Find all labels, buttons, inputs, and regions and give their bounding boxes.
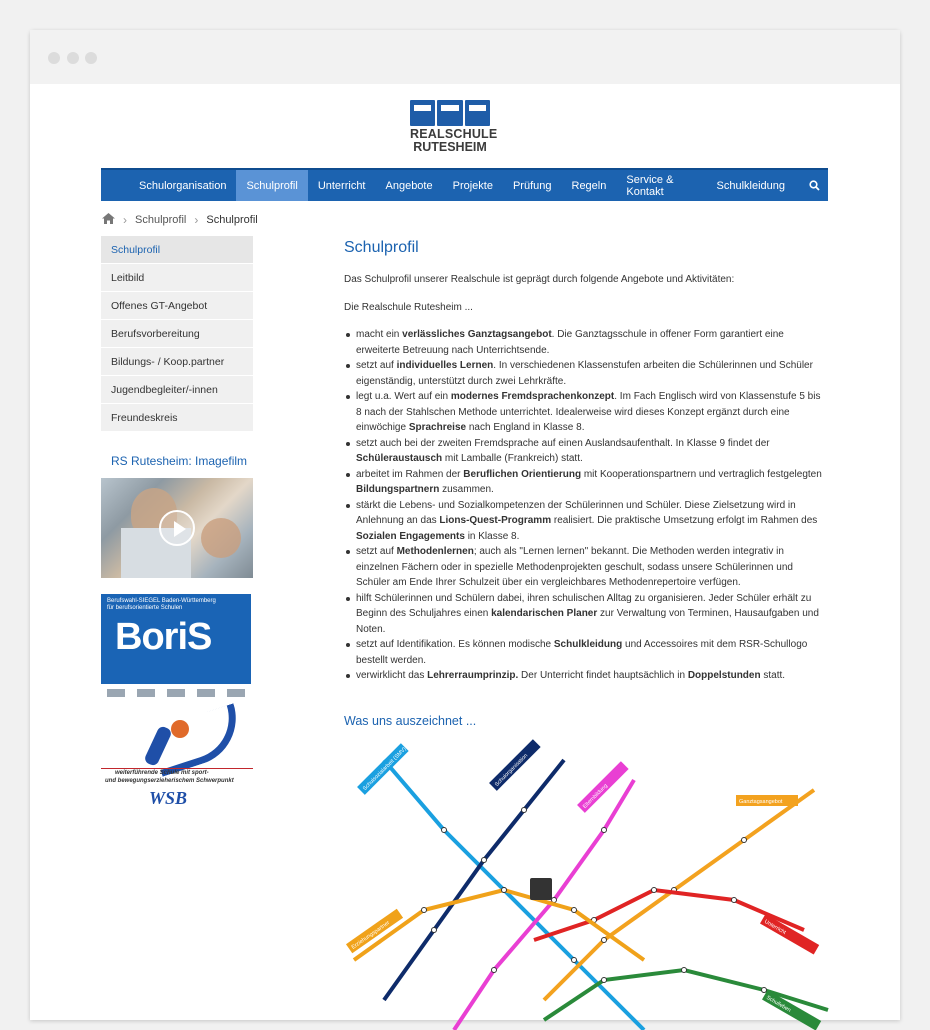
map-station bbox=[482, 858, 487, 863]
map-line bbox=[354, 890, 644, 960]
sidebar-item-freundeskreis[interactable]: Freundeskreis bbox=[101, 404, 253, 432]
map-line-label bbox=[357, 743, 409, 795]
map-line-label-text: Schulorganisation bbox=[494, 752, 530, 788]
video-title: RS Rutesheim: Imagefilm bbox=[111, 454, 248, 468]
boris-badge[interactable] bbox=[101, 594, 251, 702]
browser-window bbox=[30, 30, 900, 1020]
map-station bbox=[502, 888, 507, 893]
rsr-logo-icon bbox=[410, 100, 490, 126]
feature-text: . Im Fach Englisch wird von Klassenstufe 5 bis 8 nach der Stahlschen Methode unterrichtet. Idealerweise wird dieses Konzept ergänzt durch eine einwöchige bbox=[356, 391, 821, 433]
school-building-icon bbox=[530, 878, 552, 900]
map-station bbox=[762, 988, 767, 993]
map-line-label-text: Erziehungspartner bbox=[350, 920, 392, 951]
feature-text: . Die Ganztagsschule in offener Form garantiert eine erweiterte Betreuung nach Unterrichtsende. bbox=[356, 329, 784, 356]
nav-item-projekte[interactable]: Projekte bbox=[452, 179, 493, 192]
feature-highlight: Schüleraustausch bbox=[356, 453, 443, 464]
feature-highlight: modernes Fremdsprachenkonzept bbox=[450, 391, 615, 402]
feature-text: setzt auf bbox=[356, 546, 397, 557]
wsb-title: WSB bbox=[149, 788, 188, 808]
sidebar-item-jugendbegleiter[interactable]: Jugendbegleiter/-innen bbox=[101, 376, 253, 404]
feature-text: statt. bbox=[760, 670, 786, 681]
map-station bbox=[602, 978, 607, 983]
map-station bbox=[602, 828, 607, 833]
map-station bbox=[572, 958, 577, 963]
nav-item-regeln[interactable]: Regeln bbox=[571, 179, 607, 192]
boris-partner-logos bbox=[101, 684, 251, 702]
feature-list-item bbox=[344, 544, 828, 591]
feature-list-item bbox=[344, 358, 828, 389]
wsb-logo[interactable] bbox=[101, 716, 253, 812]
sidebar-item-bildungspartner[interactable]: Bildungs- / Koop.partner bbox=[101, 348, 253, 376]
nav-item-schulkleidung[interactable]: Schulkleidung bbox=[716, 179, 785, 192]
map-station bbox=[522, 808, 527, 813]
feature-text: nach England in Klasse 8. bbox=[466, 422, 585, 433]
map-line bbox=[384, 760, 644, 1030]
feature-text: setzt auch bei der zweiten Fremdsprache auf einen Auslandsaufenthalt. In Klasse 9 findet der bbox=[356, 437, 770, 449]
play-icon[interactable] bbox=[159, 510, 195, 546]
map-station bbox=[652, 888, 657, 893]
imagefilm-video[interactable] bbox=[101, 478, 253, 578]
map-station bbox=[602, 938, 607, 943]
map-station bbox=[422, 908, 427, 913]
school-network-map bbox=[344, 746, 828, 1030]
feature-highlight: Beruflichen Orientierung bbox=[463, 468, 582, 480]
feature-highlight: Doppelstunden bbox=[687, 670, 761, 681]
sidebar bbox=[101, 236, 253, 812]
feature-text: macht ein bbox=[356, 329, 403, 340]
site-logo[interactable] bbox=[410, 100, 498, 156]
page-title: Schulprofil bbox=[344, 239, 419, 256]
wsb-caption-2: und bewegungserzieherischem Schwerpunkt bbox=[105, 778, 234, 784]
window-dot-icon bbox=[85, 52, 97, 64]
feature-highlight: Lions-Quest-Programm bbox=[439, 515, 552, 526]
window-dot-icon bbox=[67, 52, 79, 64]
map-line bbox=[534, 890, 804, 940]
map-line-label-text: Schulsozialarbeit (SMV) bbox=[362, 746, 408, 792]
map-line-label-text: Unterricht bbox=[763, 918, 787, 937]
map-station bbox=[742, 838, 747, 843]
feature-text: stärkt die Lebens- und Sozialkompetenzen der Schülerinnen und Schüler. Diese Zielsetzung wird in Anlehnung an das bbox=[356, 499, 796, 526]
boris-logo-text: BoriS bbox=[115, 616, 212, 658]
feature-text: legt u.a. Wert auf ein bbox=[356, 391, 451, 402]
feature-highlight: Methodenlernen bbox=[396, 546, 474, 557]
feature-text: mit Kooperationspartnern und vertraglich festgelegten bbox=[581, 468, 822, 480]
feature-highlight: Bildungspartnern bbox=[356, 484, 440, 495]
feature-list-item bbox=[344, 467, 828, 498]
feature-text: Der Unterricht findet hauptsächlich in bbox=[518, 670, 688, 681]
boris-caption-1: Berufswahl-SIEGEL Baden-Württemberg bbox=[107, 598, 216, 604]
map-station bbox=[682, 968, 687, 973]
search-icon[interactable] bbox=[801, 170, 828, 201]
breadcrumb bbox=[102, 212, 258, 228]
sidebar-item-schulprofil[interactable]: Schulprofil bbox=[101, 236, 253, 264]
feature-text: . In verschiedenen Klassenstufen arbeiten die Schülerinnen und Schüler eigenständig, unterstützt durch zwei Lehrkräfte. bbox=[356, 360, 813, 387]
feature-text: in Klasse 8. bbox=[464, 530, 520, 542]
feature-list-item bbox=[344, 498, 828, 545]
feature-text: realisiert. Die praktische Umsetzung erfolgt im Rahmen des bbox=[551, 515, 818, 526]
feature-list-item bbox=[344, 637, 828, 668]
main-nav bbox=[101, 168, 828, 201]
feature-list-item bbox=[344, 436, 828, 467]
map-station bbox=[442, 828, 447, 833]
nav-item-schulprofil[interactable]: Schulprofil bbox=[236, 170, 307, 201]
map-station bbox=[572, 908, 577, 913]
feature-text: zusammen. bbox=[439, 484, 494, 495]
home-icon[interactable] bbox=[102, 213, 115, 227]
map-line-label bbox=[762, 990, 821, 1030]
feature-text: setzt auf bbox=[356, 360, 397, 371]
feature-text: und Accessoires mit dem RSR-Schullogo bestellt werden. bbox=[356, 639, 808, 666]
browser-titlebar bbox=[30, 30, 900, 84]
feature-text: setzt auf Identifikation. Es können modische bbox=[356, 639, 554, 650]
feature-highlight: Lehrerraumprinzip. bbox=[427, 670, 519, 681]
main-content bbox=[344, 236, 828, 728]
feature-text: zur Verwaltung von Terminen, Hausaufgaben und Noten. bbox=[356, 608, 819, 635]
feature-text: mit Lamballe (Frankreich) statt. bbox=[442, 453, 583, 464]
map-line-label bbox=[736, 795, 798, 806]
breadcrumb-parent[interactable]: Schulprofil bbox=[135, 214, 187, 226]
map-station bbox=[492, 968, 497, 973]
feature-list-item bbox=[344, 591, 828, 638]
nav-item-unterricht[interactable]: Unterricht bbox=[317, 179, 366, 192]
breadcrumb-current: Schulprofil bbox=[206, 214, 258, 226]
map-line-label-text: Schulleben bbox=[765, 994, 792, 1014]
feature-text: arbeitet im Rahmen der bbox=[356, 468, 464, 480]
logo-line-1: REALSCHULE bbox=[410, 127, 498, 141]
feature-text: ; auch als "Lernen lernen" bekannt. Die Methoden werden integrativ in einzelnen Fächern oder in spezielle Methodenprojekten geschult, sodass unsere Schülerinnen und Schüler am Ende Ihrer Schulzeit über ein vergleichbares Methodenrepertoire verfügen. bbox=[356, 546, 793, 588]
feature-highlight: Sozialen Engagements bbox=[356, 530, 465, 542]
window-dot-icon bbox=[48, 52, 60, 64]
feature-list-item bbox=[344, 327, 828, 358]
wsb-caption-1: weiterführende Schule mit sport- bbox=[115, 770, 209, 776]
breadcrumb-separator-icon: › bbox=[194, 213, 199, 227]
nav-item-schulorganisation[interactable]: Schulorganisation bbox=[139, 179, 227, 192]
boris-caption-2: für berufsorientierte Schulen bbox=[107, 605, 183, 611]
feature-text: hilft Schülerinnen und Schülern dabei, ihren schulischen Alltag zu organisieren. Jeder Schüler erhält zu Beginn des Schuljahres einen bbox=[356, 592, 812, 619]
feature-text: verwirklicht das bbox=[356, 670, 428, 681]
nav-item-service-kontakt[interactable]: Service & Kontakt bbox=[626, 173, 674, 198]
map-line-label-text: Ganztagsangebot bbox=[739, 799, 783, 805]
sidebar-item-berufsvorbereitung[interactable]: Berufsvorbereitung bbox=[101, 320, 253, 348]
feature-list-item bbox=[344, 668, 828, 684]
sidebar-item-offenes-gt-angebot[interactable]: Offenes GT-Angebot bbox=[101, 292, 253, 320]
feature-highlight: kalendarischen Planer bbox=[491, 608, 598, 619]
intro-text: Das Schulprofil unserer Realschule ist geprägt durch folgende Angebote und Aktivitäten: bbox=[344, 274, 735, 285]
feature-highlight: individuelles Lernen bbox=[396, 360, 494, 371]
map-line-label-text: Elternbildung bbox=[582, 783, 609, 810]
map-station bbox=[732, 898, 737, 903]
feature-highlight: Schulkleidung bbox=[553, 639, 623, 650]
ball-icon bbox=[171, 720, 189, 738]
map-line-label bbox=[760, 914, 819, 955]
map-line-label bbox=[489, 739, 541, 791]
breadcrumb-separator-icon: › bbox=[123, 213, 127, 227]
nav-item-pruefung[interactable]: Prüfung bbox=[512, 179, 552, 192]
feature-highlight: Sprachreise bbox=[408, 422, 467, 433]
logo-line-2: RUTESHEIM bbox=[413, 140, 487, 154]
section-heading: Was uns auszeichnet ... bbox=[344, 713, 477, 728]
nav-item-angebote[interactable]: Angebote bbox=[385, 179, 433, 192]
feature-list-item bbox=[344, 389, 828, 436]
map-station bbox=[432, 928, 437, 933]
lead-text: Die Realschule Rutesheim ... bbox=[344, 301, 473, 313]
feature-highlight: verlässliches Ganztagsangebot bbox=[402, 329, 552, 340]
sidebar-item-leitbild[interactable]: Leitbild bbox=[101, 264, 253, 292]
feature-list bbox=[344, 327, 828, 684]
